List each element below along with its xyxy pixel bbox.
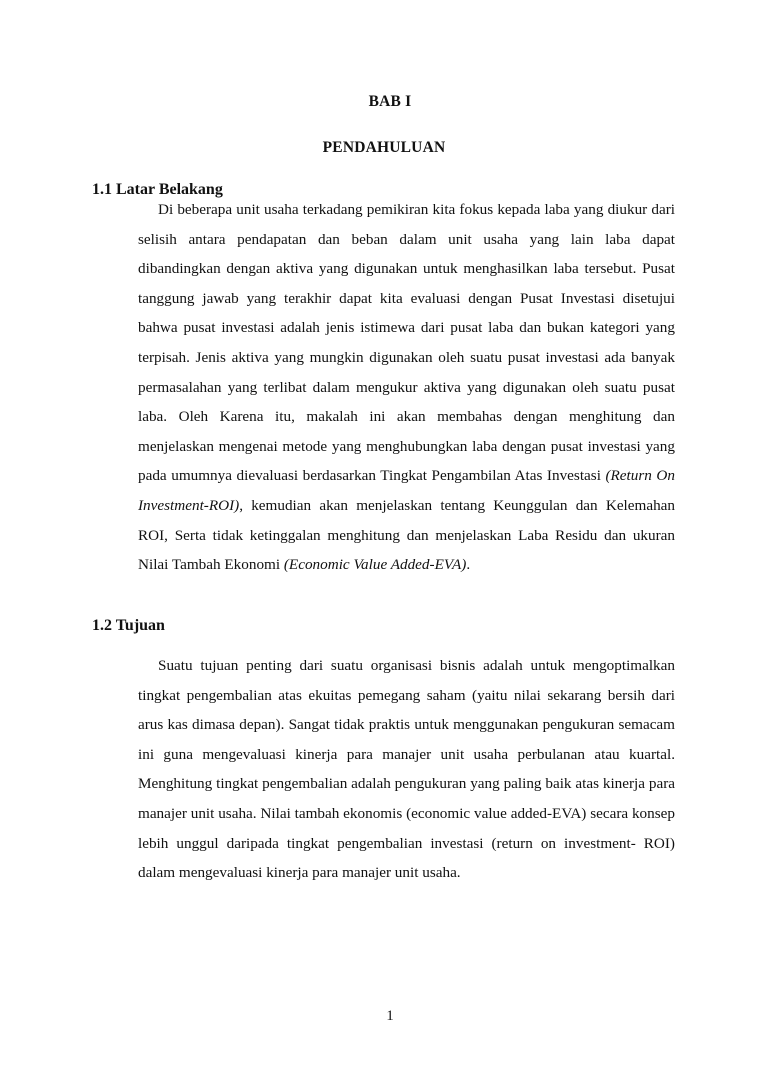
paragraph-tujuan: Suatu tujuan penting dari suatu organisasi bisnis adalah untuk mengoptimalkan tingkat pengembalian atas ekuitas pemegang saham (yaitu nilai sekarang bersih dari arus kas dimasa depan). Sangat tidak praktis untuk menggunakan pengukuran semacam ini guna mengevaluasi kinerja para manajer unit usaha perbulanan atau kuartal. Menghitung tingkat pengembalian adalah pengukuran yang paling baik atas kinerja para manajer unit usaha. Nilai tambah ekonomis (economic value added-EVA) secara konsep lebih unggul daripada tingkat pengembalian investasi (return on investment- ROI) dalam mengevaluasi kinerja para manajer unit usaha. [138, 657, 675, 882]
paragraph-text: . [466, 556, 471, 574]
section-heading-latar-belakang: 1.1 Latar Belakang [92, 181, 223, 198]
paragraph-text: , kemudian akan menjelaskan tentang Keunggulan dan Kelemahan ROI, Serta tidak ketinggalan menghitung dan menjelaskan Laba Residu dan ukuran Nilai Tambah Ekonomi [138, 496, 675, 574]
paragraph-text: Di beberapa unit usaha terkadang pemikiran kita fokus kepada laba yang diukur dari selisih antara pendapatan dan beban dalam unit usaha yang lain laba dapat dibandingkan dengan aktiva yang digunakan untuk menghasilkan laba tersebut. Pusat tanggung jawab yang terakhir dapat kita evaluasi dengan Pusat Investasi disetujui bahwa pusat investasi adalah jenis istimewa dari pusat laba dan bukan kategori yang terpisah. Jenis aktiva yang mungkin digunakan oleh suatu pusat investasi ada banyak permasalahan yang terlibat dalam mengukur aktiva yang digunakan oleh suatu pusat laba. Oleh Karena itu, makalah ini akan membahas dengan menghitung dan menjelaskan mengenai metode yang menghubungkan laba dengan pusat investasi yang pada umumnya dievaluasi berdasarkan Tingkat Pengambilan Atas Investasi [138, 201, 675, 485]
italic-term-roi: (Return On Investment-ROI) [138, 467, 675, 514]
chapter-title: PENDAHULUAN [322, 139, 446, 156]
italic-term-eva: (Economic Value Added-EVA) [283, 556, 467, 574]
section-heading-tujuan: 1.2 Tujuan [92, 617, 165, 634]
paragraph-latar-belakang [138, 195, 675, 580]
page-number: 1 [386, 1008, 394, 1024]
chapter-number: BAB I [368, 93, 412, 110]
